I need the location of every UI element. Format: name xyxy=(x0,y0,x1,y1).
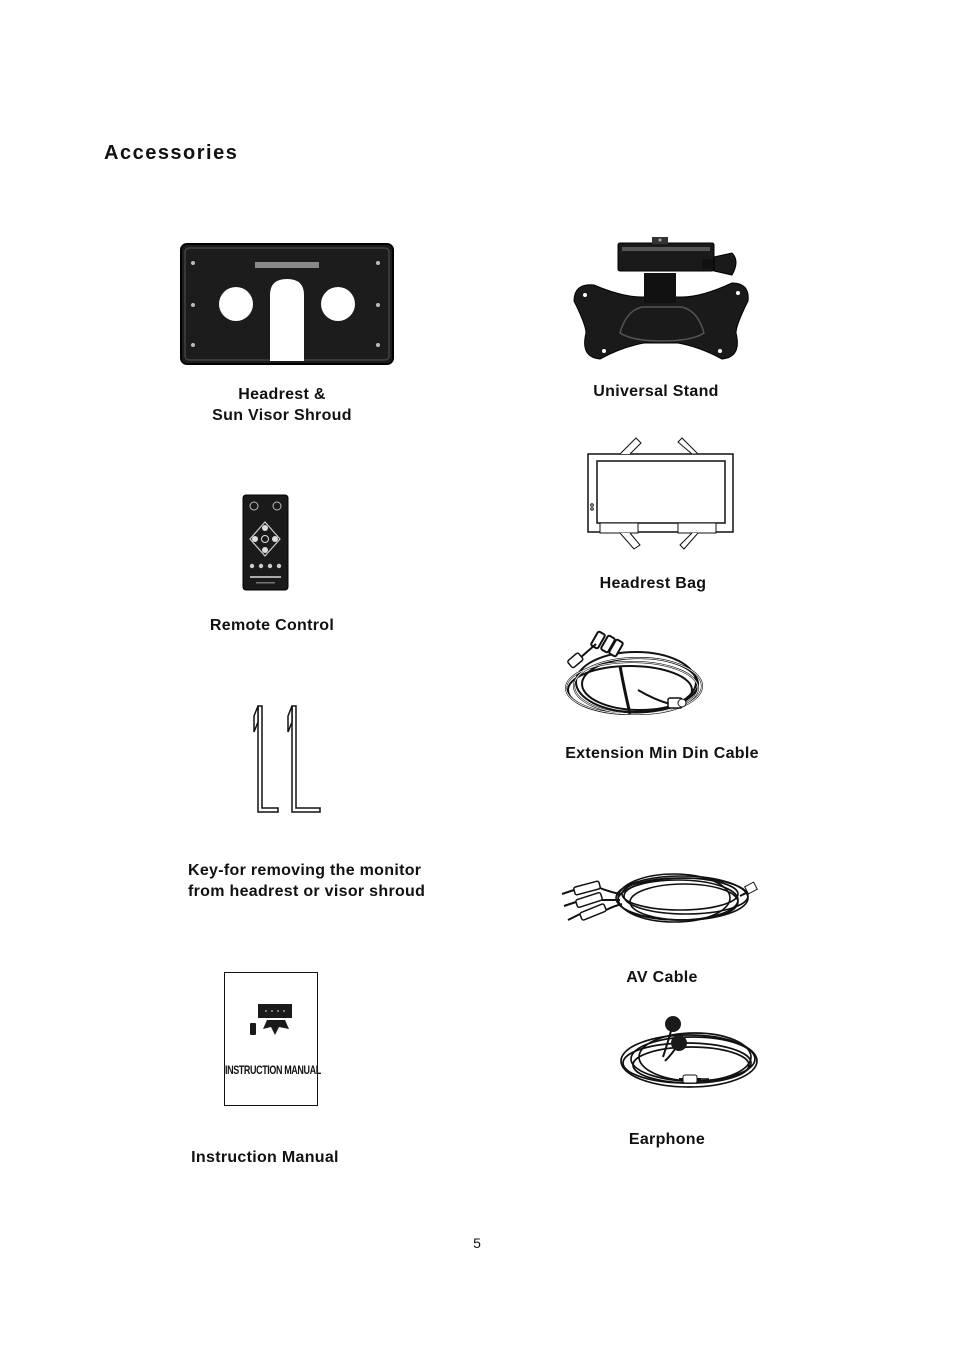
remote-caption: Remote Control xyxy=(209,617,335,634)
key-caption xyxy=(188,860,425,902)
shroud-caption xyxy=(182,384,382,426)
remote-icon xyxy=(242,494,289,591)
av-cable-icon xyxy=(560,864,760,928)
manual-icon xyxy=(224,972,321,1106)
earphone-icon xyxy=(609,1015,761,1095)
stand-caption: Universal Stand xyxy=(593,383,719,400)
manual-cover-illustration xyxy=(249,1003,297,1037)
manual-cover-text: INSTRUCTION MANUAL xyxy=(225,1063,321,1077)
bag-icon xyxy=(586,437,736,551)
shroud-icon xyxy=(180,243,394,365)
page-number: 5 xyxy=(473,1235,481,1251)
manual-caption: Instruction Manual xyxy=(191,1149,339,1166)
page-title: Accessories xyxy=(104,142,239,164)
bag-caption: Headrest Bag xyxy=(599,575,707,592)
min-din-caption: Extension Min Din Cable xyxy=(565,745,759,762)
cable-icon xyxy=(560,628,708,724)
allen-key-icon xyxy=(248,704,324,814)
key-caption-line2: from headrest or visor shroud xyxy=(188,883,426,900)
av-caption: AV Cable xyxy=(626,969,698,986)
shroud-caption-line2: Sun Visor Shroud xyxy=(212,407,352,424)
shroud-caption-line1: Headrest & xyxy=(238,386,326,403)
stand-icon xyxy=(572,237,750,361)
earphone-caption: Earphone xyxy=(628,1131,706,1148)
key-caption-line1: Key-for removing the monitor xyxy=(188,862,422,879)
